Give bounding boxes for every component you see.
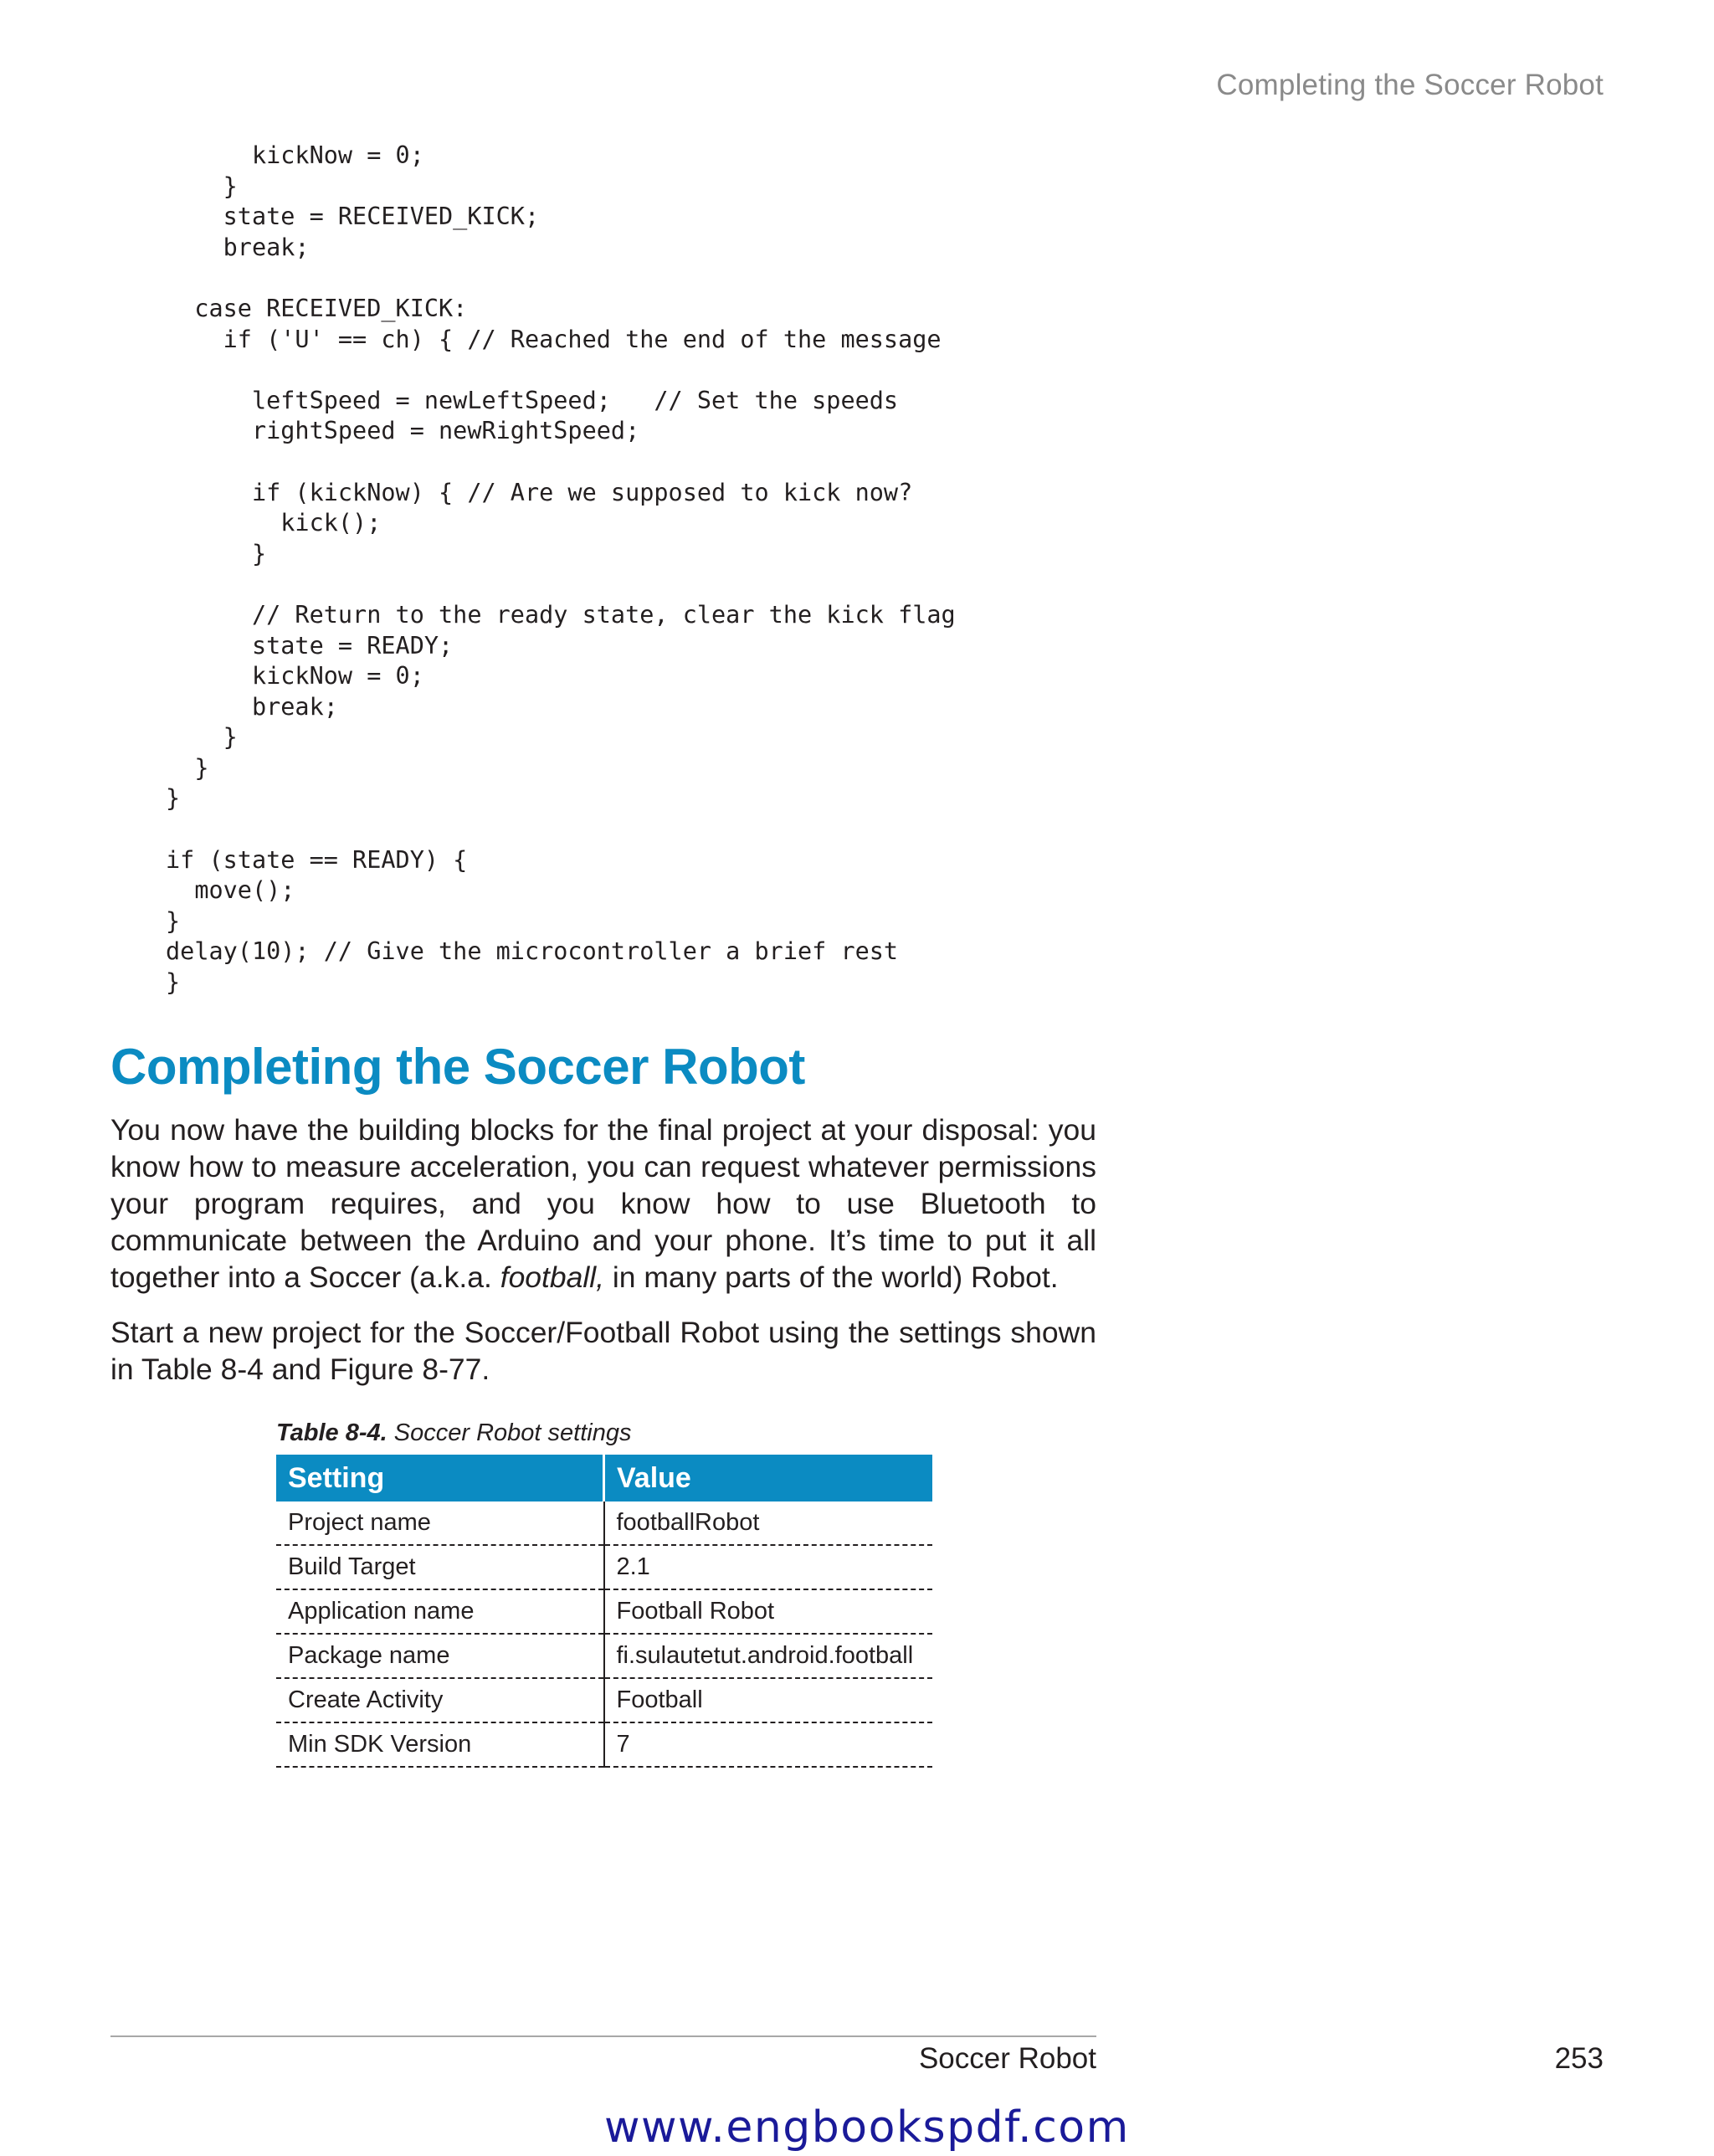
code-line: } <box>166 753 209 782</box>
table-cell-setting: Project name <box>276 1502 604 1545</box>
table-cell-value: footballRobot <box>604 1502 933 1545</box>
table-cell-setting: Build Target <box>276 1545 604 1589</box>
table-caption-label: Table 8-4. <box>276 1419 387 1446</box>
table-cell-value: Football Robot <box>604 1589 933 1634</box>
settings-table <box>276 1455 932 1768</box>
code-line: // Return to the ready state, clear the kick flag <box>166 600 956 629</box>
code-line: break; <box>166 233 310 261</box>
table-cell-value: 2.1 <box>604 1545 933 1589</box>
code-line: if (state == READY) { <box>166 845 468 874</box>
code-line: state = RECEIVED_KICK; <box>166 203 540 231</box>
table-row <box>276 1589 932 1634</box>
code-line: case RECEIVED_KICK: <box>166 294 468 322</box>
table-cell-value: Football <box>604 1678 933 1722</box>
table-cell-value: fi.sulautetut.android.football <box>604 1634 933 1678</box>
code-line: leftSpeed = newLeftSpeed; // Set the speeds <box>166 386 899 414</box>
code-line: state = READY; <box>166 631 454 660</box>
footer-chapter-title: Soccer Robot <box>918 2042 1096 2075</box>
table-cell-setting: Create Activity <box>276 1678 604 1722</box>
table-header-value: Value <box>604 1455 933 1502</box>
table-header-setting: Setting <box>276 1455 604 1502</box>
body-paragraph-start-project: Start a new project for the Soccer/Football Robot using the settings shown in Table 8-4 and Figure 8-77. <box>110 1316 1096 1386</box>
code-line: rightSpeed = newRightSpeed; <box>166 417 640 445</box>
code-line: } <box>166 784 181 813</box>
intro-text-italic: football, <box>500 1260 605 1294</box>
code-line: } <box>166 172 238 200</box>
code-line: } <box>166 723 238 752</box>
code-line: } <box>166 906 181 935</box>
code-line: break; <box>166 692 338 721</box>
code-line: kickNow = 0; <box>166 662 424 690</box>
code-line: delay(10); // Give the microcontroller a brief rest <box>166 937 899 966</box>
watermark-link[interactable]: www.engbookspdf.com <box>604 2102 1130 2153</box>
page-number: 253 <box>1554 2042 1604 2075</box>
table-row <box>276 1678 932 1722</box>
code-line: if ('U' == ch) { // Reached the end of the message <box>166 325 942 353</box>
table-caption-text: Soccer Robot settings <box>387 1419 632 1446</box>
footer-divider <box>110 2035 1096 2037</box>
table-cell-setting: Application name <box>276 1589 604 1634</box>
table-cell-value: 7 <box>604 1722 933 1767</box>
intro-text-start: You now have the building blocks for the final project at your disposal: you know how to measure acceleration, you can request whatever permissions your program requires, and you know how to use Bluetooth to communicate between the Arduino and your phone. It’s time to put it all together into a Soccer (a.k.a. <box>110 1113 1096 1294</box>
table-row <box>276 1634 932 1678</box>
body-paragraph-intro <box>110 1111 1096 1296</box>
running-head: Completing the Soccer Robot <box>1216 69 1604 101</box>
code-line: } <box>166 968 181 997</box>
intro-text-end: in many parts of the world) Robot. <box>604 1260 1059 1294</box>
table-caption <box>276 1419 631 1447</box>
code-listing <box>110 141 956 998</box>
table-cell-setting: Min SDK Version <box>276 1722 604 1767</box>
table-row <box>276 1545 932 1589</box>
table-cell-setting: Package name <box>276 1634 604 1678</box>
code-line: } <box>166 539 267 567</box>
table-row <box>276 1722 932 1767</box>
code-line: kickNow = 0; <box>166 141 424 169</box>
code-line: kick(); <box>166 509 382 537</box>
table-header-row <box>276 1455 932 1502</box>
section-title: Completing the Soccer Robot <box>110 1039 805 1095</box>
table-row <box>276 1502 932 1545</box>
code-line: if (kickNow) { // Are we supposed to kick now? <box>166 478 913 506</box>
code-line: move(); <box>166 876 295 905</box>
